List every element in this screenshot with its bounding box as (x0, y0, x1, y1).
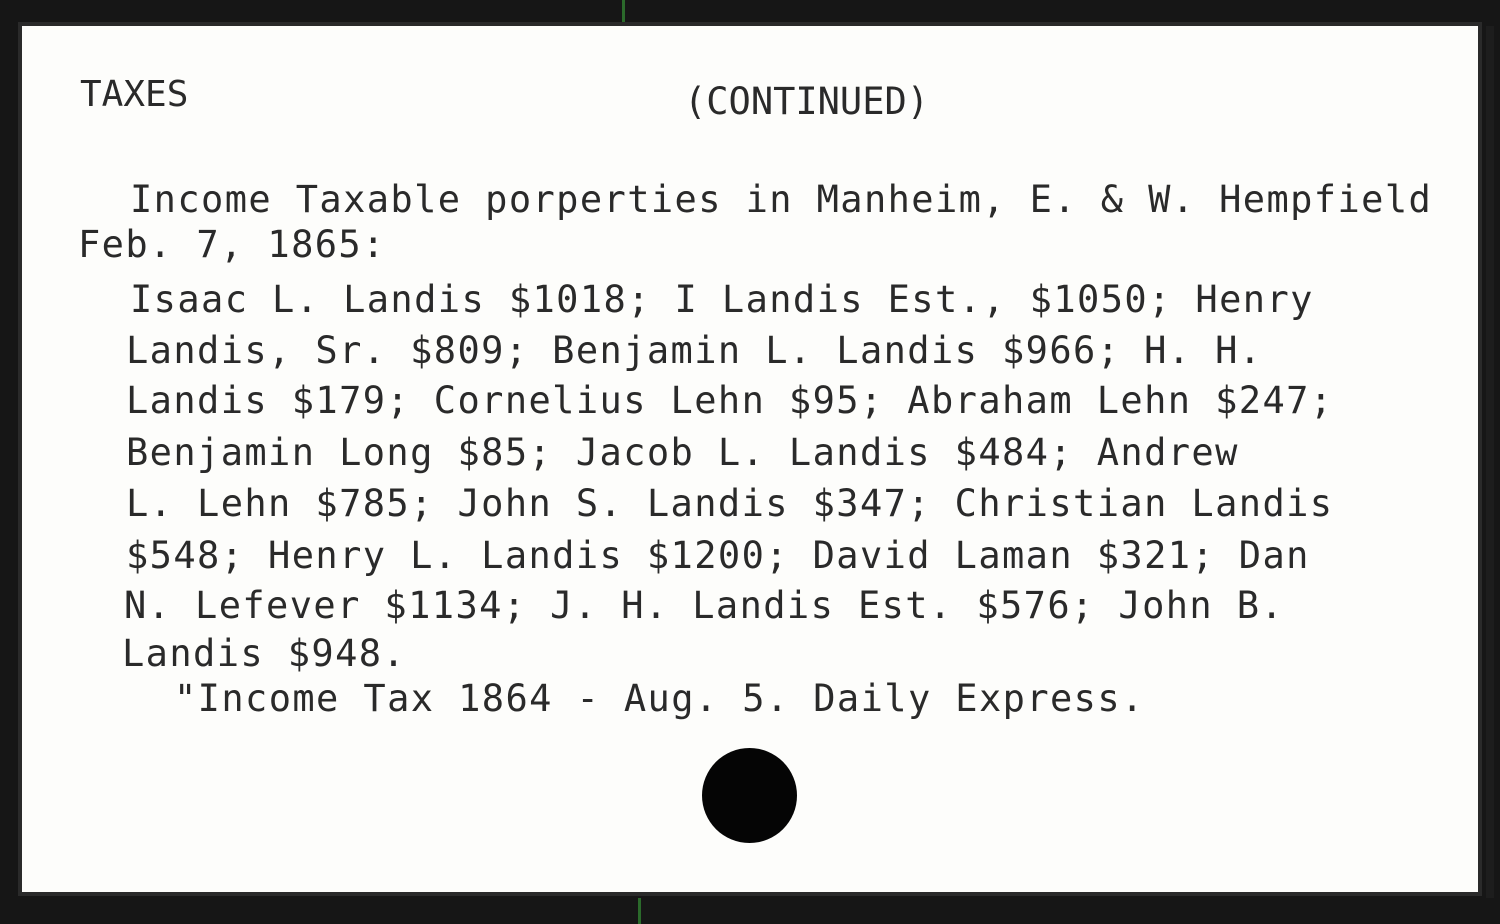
card-heading-continued: (CONTINUED) (684, 80, 930, 123)
card-edge-shadow (1486, 26, 1494, 898)
text-line: Landis, Sr. $809; Benjamin L. Landis $966; H. H. (126, 329, 1263, 372)
text-line: $548; Henry L. Landis $1200; David Laman $321; Dan (126, 534, 1310, 577)
punch-hole (702, 748, 797, 843)
text-line: L. Lehn $785; John S. Landis $347; Christian Landis (126, 482, 1334, 525)
scan-edge-mark (622, 0, 625, 22)
text-line: Feb. 7, 1865: (78, 223, 386, 266)
text-line: N. Lefever $1134; J. H. Landis Est. $576; John B. (124, 584, 1285, 627)
text-line: Income Taxable porperties in Manheim, E. & W. Hempfield (130, 178, 1433, 221)
card-heading-topic: TAXES (80, 74, 189, 115)
scan-edge-mark (638, 898, 641, 924)
text-line: Isaac L. Landis $1018; I Landis Est., $1050; Henry (130, 278, 1314, 321)
index-card (18, 22, 1482, 896)
text-line: Benjamin Long $85; Jacob L. Landis $484; Andrew (126, 431, 1239, 474)
citation-line: "Income Tax 1864 - Aug. 5. Daily Express. (174, 677, 1145, 720)
text-line: Landis $948. (122, 632, 407, 675)
text-line: Landis $179; Cornelius Lehn $95; Abraham Lehn $247; (126, 379, 1334, 422)
